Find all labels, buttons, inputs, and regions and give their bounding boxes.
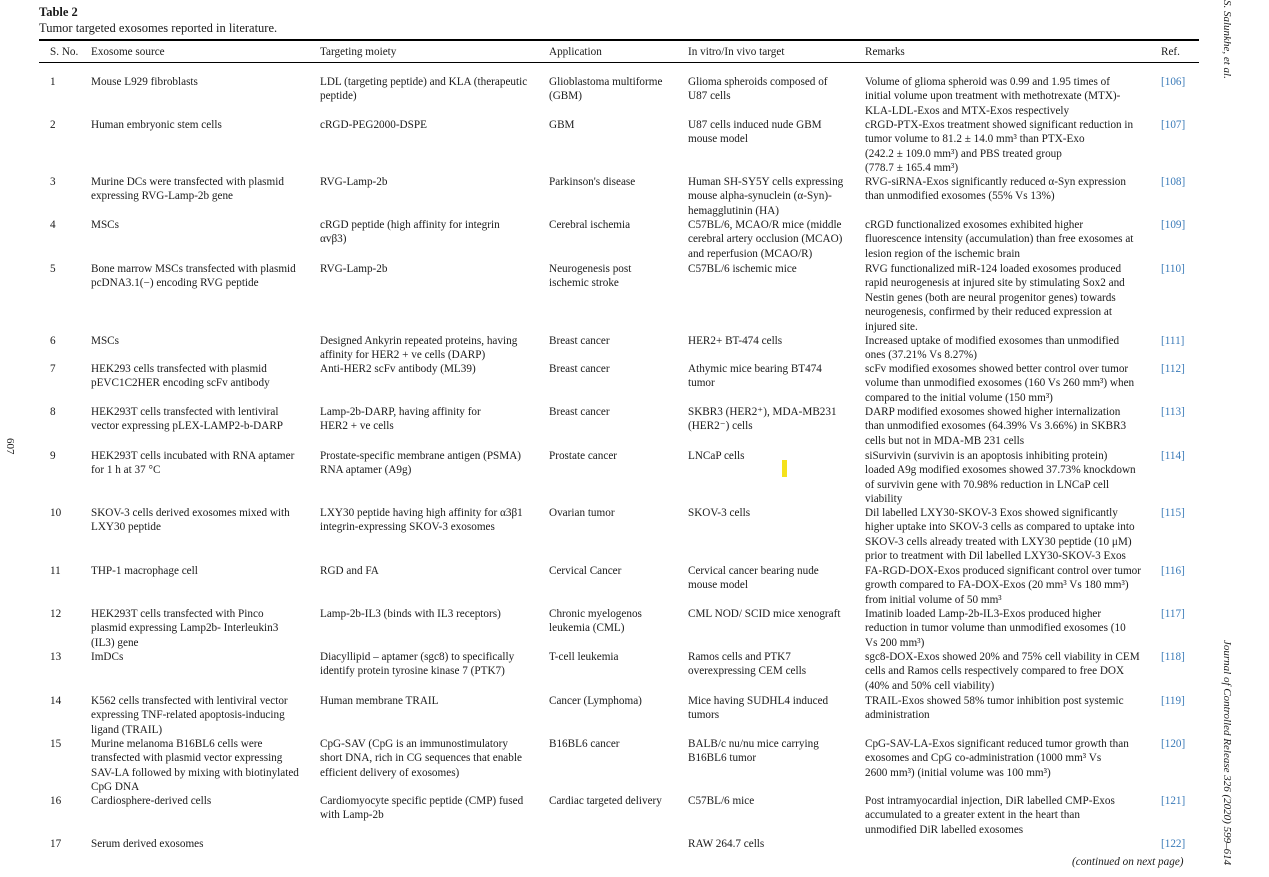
cell-target <box>688 564 862 593</box>
cell-line: U87 cells induced nude GBM <box>688 119 822 131</box>
cell-target <box>688 607 862 621</box>
cell-line: Cancer (Lymphoma) <box>549 695 642 707</box>
cell-line: ones (37.21% Vs 8.27%) <box>865 349 977 362</box>
cell-sno: 3 <box>50 176 56 188</box>
cell-ref[interactable]: [118] <box>1161 651 1185 663</box>
cell-line: neurogenesis, confirmed by their reduced expression at <box>865 306 1112 319</box>
cell-application <box>549 262 685 291</box>
cell-sno: 6 <box>50 335 56 347</box>
cell-line: ischemic stroke <box>549 277 619 290</box>
cell-line: lesion region of the ischemic brain <box>865 247 1021 260</box>
cell-line: mouse model <box>688 133 748 146</box>
cell-ref[interactable]: [111] <box>1161 335 1185 347</box>
cell-line: expressing TNF-related apoptosis-inducing <box>91 709 285 722</box>
cell-targeting-moiety <box>320 262 546 276</box>
cell-targeting-moiety <box>320 694 546 708</box>
table-caption: Tumor targeted exosomes reported in literature. <box>39 21 278 35</box>
cell-application <box>549 607 685 636</box>
cell-sno: 14 <box>50 695 62 707</box>
cell-application <box>549 794 685 808</box>
cell-line: leukemia (CML) <box>549 622 625 635</box>
cell-exosome-source <box>91 362 316 391</box>
cell-line: Prostate cancer <box>549 450 618 462</box>
cell-ref[interactable]: [112] <box>1161 363 1185 375</box>
cell-line: Human membrane TRAIL <box>320 695 439 707</box>
cell-ref[interactable]: [113] <box>1161 406 1185 418</box>
cell-line: TRAIL-Exos showed 58% tumor inhibition post systemic <box>865 695 1124 707</box>
cell-line: unmodified DiR labelled exosomes <box>865 823 1024 836</box>
cell-line: HER2 + ve cells <box>320 420 394 433</box>
cell-ref[interactable]: [116] <box>1161 565 1185 577</box>
cell-remarks <box>865 334 1157 363</box>
header-sno: S. No. <box>50 46 79 58</box>
cell-line: efficient delivery of exosomes) <box>320 766 460 779</box>
cell-line: Lamp-2b-DARP, having affinity for <box>320 406 481 418</box>
cell-line: HEK293T cells incubated with RNA aptamer <box>91 450 295 462</box>
cell-line: Ovarian tumor <box>549 507 615 519</box>
cell-application <box>549 218 685 232</box>
cell-targeting-moiety <box>320 650 546 679</box>
cell-line: K562 cells transfected with lentiviral vector <box>91 695 288 707</box>
cell-ref[interactable]: [108] <box>1161 176 1186 188</box>
cell-application <box>549 175 685 189</box>
cell-line: MSCs <box>91 335 119 347</box>
cell-sno: 9 <box>50 450 56 462</box>
cell-line: compared to the initial volume (150 mm³) <box>865 391 1053 404</box>
cell-line: cells but not in MDA-MB 231 cells <box>865 434 1025 447</box>
cell-line: viability <box>865 493 903 506</box>
cell-line: (IL3) gene <box>91 636 139 649</box>
cell-line: injured site. <box>865 320 918 333</box>
cell-line: CML NOD/ SCID mice xenograft <box>688 608 841 620</box>
cell-remarks <box>865 794 1157 837</box>
cell-line: DARP modified exosomes showed higher internalization <box>865 406 1121 418</box>
cell-line: siSurvivin (survivin is an apoptosis inhibiting protein) <box>865 450 1108 462</box>
continued-note <box>1072 856 1184 868</box>
cell-line: LDL (targeting peptide) and KLA (therapeutic <box>320 76 528 88</box>
header-application: Application <box>549 46 602 58</box>
running-head-journal: Journal of Controlled Release 326 (2020) 599–614 <box>1221 640 1233 866</box>
cell-exosome-source <box>91 564 316 578</box>
cell-ref[interactable]: [115] <box>1161 507 1185 519</box>
cell-remarks <box>865 607 1157 650</box>
cell-line: peptide) <box>320 90 357 103</box>
cell-line: LNCaP cells <box>688 450 745 462</box>
cell-line: LXY30 peptide having high affinity for α3β1 <box>320 507 523 519</box>
cell-ref[interactable]: [117] <box>1161 608 1185 620</box>
cell-line: plasmid expressing Lamp2b- Interleukin3 <box>91 622 279 635</box>
cell-remarks <box>865 218 1157 261</box>
cell-line: Breast cancer <box>549 406 610 418</box>
cell-line: Glioma spheroids composed of <box>688 76 828 88</box>
cell-line: Chronic myelogenos <box>549 608 642 620</box>
cell-remarks <box>865 75 1157 118</box>
cell-targeting-moiety <box>320 794 546 823</box>
cell-sno: 10 <box>50 507 62 519</box>
cell-line: volume than unmodified exosomes (160 Vs 260 mm³) when <box>865 377 1135 390</box>
cell-line: (HER2⁻) cells <box>688 420 753 433</box>
cell-line: with Lamp-2b <box>320 809 384 822</box>
cell-line: pcDNA3.1(−) encoding RVG peptide <box>91 277 259 290</box>
cell-line: C57BL/6 ischemic mice <box>688 263 797 275</box>
cell-line: Glioblastoma multiforme <box>549 76 663 88</box>
cell-line: U87 cells <box>688 90 731 103</box>
running-head-author: S. Salunkhe, et al. <box>1221 0 1233 79</box>
cell-line: Bone marrow MSCs transfected with plasmid <box>91 263 296 275</box>
cell-line: C57BL/6, MCAO/R mice (middle <box>688 219 842 231</box>
cell-sno: 17 <box>50 838 62 850</box>
cell-line: FA-RGD-DOX-Exos produced significant control over tumor <box>865 565 1142 577</box>
cell-exosome-source <box>91 607 316 650</box>
cell-targeting-moiety <box>320 607 546 621</box>
cell-line: Neurogenesis post <box>549 263 632 275</box>
cell-line: overexpressing CEM cells <box>688 665 807 678</box>
cell-line: (GBM) <box>549 90 582 103</box>
cell-sno: 15 <box>50 738 62 750</box>
cell-remarks <box>865 175 1157 204</box>
header-target: In vitro/In vivo target <box>688 46 785 58</box>
cell-line: HEK293 cells transfected with plasmid <box>91 363 267 375</box>
cell-line: αvβ3) <box>320 233 347 246</box>
cell-line: Dil labelled LXY30-SKOV-3 Exos showed significantly <box>865 507 1118 519</box>
cell-target <box>688 118 862 147</box>
cell-line: Mice having SUDHL4 induced <box>688 695 829 707</box>
cell-application <box>549 564 685 578</box>
cell-targeting-moiety <box>320 506 546 535</box>
cell-line: identify protein tyrosine kinase 7 (PTK7) <box>320 665 505 678</box>
cell-application <box>549 118 685 132</box>
cell-remarks <box>865 362 1157 405</box>
table-header-rule <box>39 62 1199 63</box>
cell-line: RVG-Lamp-2b <box>320 263 388 275</box>
cell-exosome-source <box>91 650 316 664</box>
cell-application <box>549 737 685 751</box>
cell-line: mouse alpha-synuclein (α-Syn)- <box>688 190 832 203</box>
cell-ref[interactable]: [121] <box>1161 795 1186 807</box>
cell-target <box>688 334 862 348</box>
cell-line: THP-1 macrophage cell <box>91 565 198 577</box>
cell-application <box>549 334 685 348</box>
cell-line: pEVC1C2HER encoding scFv antibody <box>91 377 270 390</box>
cell-line: scFv modified exosomes showed better control over tumor <box>865 363 1129 375</box>
cell-remarks <box>865 405 1157 448</box>
cell-target <box>688 175 862 218</box>
cell-line: hemagglutinin (HA) <box>688 204 780 217</box>
cell-target <box>688 837 862 851</box>
cell-line: expressing RVG-Lamp-2b gene <box>91 190 234 203</box>
cell-target <box>688 737 862 766</box>
cell-target <box>688 262 862 276</box>
cell-exosome-source <box>91 218 316 232</box>
cell-line: GBM <box>549 119 575 131</box>
cell-line: RNA aptamer (A9g) <box>320 464 412 477</box>
cell-line: cRGD-PTX-Exos treatment showed significant reduction in <box>865 119 1134 131</box>
cell-line: B16BL6 tumor <box>688 752 757 765</box>
cell-line: HER2+ BT-474 cells <box>688 335 783 347</box>
cell-line: SKOV-3 cells derived exosomes mixed with <box>91 507 290 519</box>
cell-line: SKOV-3 cells <box>688 507 751 519</box>
cell-line: CpG DNA <box>91 781 140 794</box>
cell-target <box>688 449 862 463</box>
header-ref: Ref. <box>1161 46 1180 58</box>
page-number: 607 <box>4 438 16 455</box>
cell-exosome-source <box>91 837 316 851</box>
cell-line: (778.7 ± 165.4 mm³) <box>865 162 959 175</box>
cell-targeting-moiety <box>320 75 546 104</box>
cell-sno: 4 <box>50 219 56 231</box>
cell-line: Nestin genes (both are neural progenitor genes) towards <box>865 291 1116 304</box>
cell-line: Murine DCs were transfected with plasmid <box>91 176 284 188</box>
cell-line: Diacyllipid – aptamer (sgc8) to specifically <box>320 651 515 663</box>
cell-line: cells and Ramos cells respectively compared to free DOX <box>865 665 1125 678</box>
cell-line: ImDCs <box>91 651 124 663</box>
cell-line: short DNA, rich in CG sequences that enable <box>320 752 522 765</box>
cell-target <box>688 650 862 679</box>
cell-line: cRGD functionalized exosomes exhibited higher <box>865 219 1084 231</box>
cell-line: Cervical cancer bearing nude <box>688 565 819 577</box>
cell-line: tumors <box>688 709 720 722</box>
cell-line: HEK293T cells transfected with lentiviral <box>91 406 279 418</box>
cell-targeting-moiety <box>320 334 546 363</box>
cell-application <box>549 650 685 664</box>
cell-exosome-source <box>91 449 316 478</box>
cell-line: Ramos cells and PTK7 <box>688 651 791 663</box>
cell-line: Increased uptake of modified exosomes than unmodified <box>865 335 1120 347</box>
highlight-mark <box>782 460 787 477</box>
cell-line: Cerebral ischemia <box>549 219 631 231</box>
cell-sno: 12 <box>50 608 62 620</box>
cell-line: CpG-SAV-LA-Exos significant reduced tumor growth than <box>865 738 1129 750</box>
cell-line: Cardiosphere-derived cells <box>91 795 212 807</box>
cell-remarks <box>865 506 1157 564</box>
cell-line: Vs 200 mm³) <box>865 636 925 649</box>
cell-line: (40% and 50% cell viability) <box>865 679 995 692</box>
cell-line: Murine melanoma B16BL6 cells were <box>91 738 263 750</box>
cell-exosome-source <box>91 334 316 348</box>
cell-line: from initial volume of 50 mm³ <box>865 593 1002 606</box>
cell-remarks <box>865 564 1157 607</box>
cell-ref[interactable]: [110] <box>1161 263 1185 275</box>
cell-line: administration <box>865 709 930 722</box>
cell-line: Breast cancer <box>549 335 610 347</box>
cell-line: loaded A9g modified exosomes showed 37.73% knockdown <box>865 464 1136 477</box>
cell-target <box>688 694 862 723</box>
cell-line: Prostate-specific membrane antigen (PSMA) <box>320 450 522 462</box>
header-remarks: Remarks <box>865 46 905 58</box>
cell-line: vector expressing pLEX-LAMP2-b-DARP <box>91 420 284 433</box>
cell-sno: 7 <box>50 363 56 375</box>
cell-line: reduction in tumor volume than unmodified exosomes (10 <box>865 622 1126 635</box>
cell-line: Athymic mice bearing BT474 <box>688 363 822 375</box>
cell-ref[interactable]: [106] <box>1161 76 1186 88</box>
cell-ref[interactable]: [122] <box>1161 838 1186 850</box>
cell-targeting-moiety <box>320 175 546 189</box>
cell-line: sgc8-DOX-Exos showed 20% and 75% cell viability in CEM <box>865 651 1140 663</box>
cell-line: Human embryonic stem cells <box>91 119 222 131</box>
cell-exosome-source <box>91 506 316 535</box>
cell-application <box>549 694 685 708</box>
cell-line: growth compared to FA-DOX-Exos (20 mm³ Vs 180 mm³) <box>865 579 1129 592</box>
cell-line: affinity for HER2 + ve cells (DARP) <box>320 349 486 362</box>
cell-sno: 13 <box>50 651 62 663</box>
cell-line: SAV-LA followed by mixing with biotinylated <box>91 766 299 779</box>
cell-line: SKOV-3 cells already treated with LXY30 peptide (10 μM) <box>865 535 1132 548</box>
cell-line: Lamp-2b-IL3 (binds with IL3 receptors) <box>320 608 501 620</box>
cell-line: 2600 mm³) (initial volume was 100 mm³) <box>865 766 1051 779</box>
cell-line: Cervical Cancer <box>549 565 622 577</box>
cell-targeting-moiety <box>320 405 546 434</box>
cell-targeting-moiety <box>320 362 546 376</box>
cell-line: accumulated to a greater extent in the heart than <box>865 809 1080 822</box>
cell-line: for 1 h at 37 °C <box>91 464 161 477</box>
cell-line: mouse model <box>688 579 748 592</box>
cell-line: ligand (TRAIL) <box>91 723 163 736</box>
cell-line: higher uptake into SKOV-3 cells as compared to uptake into <box>865 521 1135 534</box>
cell-line: Post intramyocardial injection, DiR labelled CMP-Exos <box>865 795 1115 807</box>
cell-ref[interactable]: [109] <box>1161 219 1186 231</box>
cell-line: T-cell leukemia <box>549 651 619 663</box>
cell-line: C57BL/6 mice <box>688 795 755 807</box>
cell-line: exosomes and CpG co-administration (1000 mm³ Vs <box>865 752 1102 765</box>
cell-targeting-moiety <box>320 737 546 780</box>
cell-line: transfected with plasmid vector expressing <box>91 752 283 765</box>
header-exosome-source: Exosome source <box>91 46 165 58</box>
cell-ref[interactable]: [119] <box>1161 695 1185 707</box>
cell-exosome-source <box>91 262 316 291</box>
cell-remarks <box>865 118 1157 176</box>
cell-line: MSCs <box>91 219 119 231</box>
cell-line: tumor volume to 81.2 ± 14.0 mm³ than PTX-Exo <box>865 133 1085 146</box>
cell-line: Designed Ankyrin repeated proteins, having <box>320 335 518 347</box>
cell-sno: 16 <box>50 795 62 807</box>
cell-target <box>688 362 862 391</box>
cell-remarks <box>865 262 1157 334</box>
cell-line: Cardiac targeted delivery <box>549 795 662 807</box>
cell-application <box>549 506 685 520</box>
cell-application <box>549 405 685 419</box>
cell-line: Serum derived exosomes <box>91 838 204 850</box>
cell-remarks <box>865 737 1157 780</box>
cell-line: than unmodified exosomes (64.39% Vs 3.66%) in SKBR3 <box>865 420 1127 433</box>
cell-line: (242.2 ± 109.0 mm³) and PBS treated group <box>865 147 1062 160</box>
cell-line: cerebral artery occlusion (MCAO) <box>688 233 843 246</box>
cell-line: fluorescence intensity (accumulation) than free exosomes at <box>865 233 1134 246</box>
cell-target <box>688 405 862 434</box>
cell-exosome-source <box>91 118 316 132</box>
cell-line: tumor <box>688 377 715 390</box>
cell-line: and reperfusion (MCAO/R) <box>688 247 813 260</box>
cell-targeting-moiety <box>320 564 546 578</box>
cell-line: initial volume upon treatment with methotrexate (MTX)- <box>865 90 1121 103</box>
cell-exosome-source <box>91 794 316 808</box>
cell-sno: 8 <box>50 406 56 418</box>
cell-line: Imatinib loaded Lamp-2b-IL3-Exos produced higher <box>865 608 1102 620</box>
cell-exosome-source <box>91 694 316 737</box>
cell-line: Anti-HER2 scFv antibody (ML39) <box>320 363 476 375</box>
cell-exosome-source <box>91 75 316 89</box>
cell-line: RGD and FA <box>320 565 379 577</box>
cell-target <box>688 506 862 520</box>
cell-line: Volume of glioma spheroid was 0.99 and 1.95 times of <box>865 76 1110 88</box>
cell-targeting-moiety <box>320 449 546 478</box>
cell-line: prior to treatment with Dil labelled LXY30-SKOV-3 Exos <box>865 550 1126 563</box>
cell-target <box>688 218 862 261</box>
table-label: Table 2 <box>39 5 78 19</box>
cell-exosome-source <box>91 737 316 795</box>
cell-remarks <box>865 694 1157 723</box>
cell-line: RVG functionalized miR-124 loaded exosomes produced <box>865 263 1122 275</box>
cell-sno: 2 <box>50 119 56 131</box>
cell-remarks <box>865 449 1157 507</box>
cell-application <box>549 362 685 376</box>
cell-line: RAW 264.7 cells <box>688 838 765 850</box>
cell-exosome-source <box>91 175 316 204</box>
cell-sno: 1 <box>50 76 56 88</box>
cell-application <box>549 75 685 104</box>
cell-line: Cardiomyocyte specific peptide (CMP) fused <box>320 795 524 807</box>
cell-line: Mouse L929 fibroblasts <box>91 76 198 88</box>
cell-line: SKBR3 (HER2⁺), MDA-MB231 <box>688 406 837 418</box>
cell-line: integrin-expressing SKOV-3 exosomes <box>320 521 495 534</box>
cell-line: cRGD peptide (high affinity for integrin <box>320 219 500 231</box>
cell-line: Parkinson's disease <box>549 176 636 188</box>
cell-sno: 5 <box>50 263 56 275</box>
cell-line: B16BL6 cancer <box>549 738 620 750</box>
cell-target <box>688 794 862 808</box>
cell-ref[interactable]: [114] <box>1161 450 1185 462</box>
cell-line: of survivin gene with 70.98% reduction in LNCaP cell <box>865 478 1110 491</box>
cell-line: than unmodified exosomes (55% Vs 13%) <box>865 190 1055 203</box>
cell-targeting-moiety <box>320 118 546 132</box>
cell-remarks <box>865 650 1157 693</box>
cell-ref[interactable]: [107] <box>1161 119 1186 131</box>
cell-line: KLA-LDL-Exos and MTX-Exos respectively <box>865 104 1070 117</box>
cell-line: RVG-Lamp-2b <box>320 176 388 188</box>
cell-line: Breast cancer <box>549 363 610 375</box>
cell-line: LXY30 peptide <box>91 521 161 534</box>
cell-application <box>549 449 685 463</box>
cell-ref[interactable]: [120] <box>1161 738 1186 750</box>
header-targeting-moiety: Targeting moiety <box>320 46 397 58</box>
cell-line: CpG-SAV (CpG is an immunostimulatory <box>320 738 508 750</box>
table-top-rule <box>39 39 1199 41</box>
continued-text: (continued on next page) <box>1072 856 1184 868</box>
cell-sno: 11 <box>50 565 61 577</box>
cell-target <box>688 75 862 104</box>
cell-line: cRGD-PEG2000-DSPE <box>320 119 427 131</box>
cell-line: HEK293T cells transfected with Pinco <box>91 608 264 620</box>
cell-line: RVG-siRNA-Exos significantly reduced α-Syn expression <box>865 176 1126 188</box>
cell-line: rapid neurogenesis at injured site by stimulating Sox2 and <box>865 277 1125 290</box>
cell-targeting-moiety <box>320 218 546 247</box>
cell-exosome-source <box>91 405 316 434</box>
cell-line: Human SH-SY5Y cells expressing <box>688 176 844 188</box>
cell-line: BALB/c nu/nu mice carrying <box>688 738 819 750</box>
